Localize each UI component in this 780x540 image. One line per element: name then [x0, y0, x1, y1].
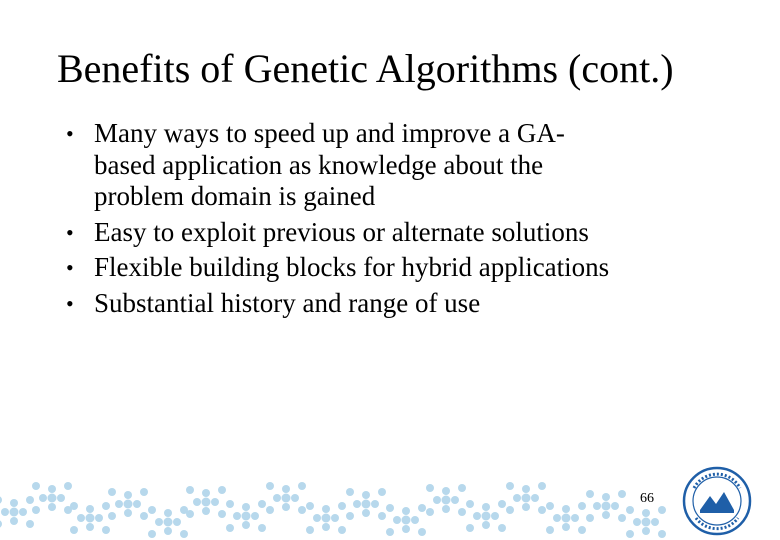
pattern-dot: [108, 512, 116, 520]
pattern-dot: [0, 496, 2, 504]
pattern-dot: [115, 500, 123, 508]
pattern-dot: [466, 524, 474, 532]
pattern-dot: [26, 520, 34, 528]
pattern-dot: [10, 499, 18, 507]
pattern-dot: [282, 485, 290, 493]
pattern-dot: [346, 512, 354, 520]
pattern-dot: [418, 504, 426, 512]
pattern-dot: [338, 502, 346, 510]
pattern-dot: [611, 502, 619, 510]
pattern-dot: [102, 526, 110, 534]
pattern-dot: [562, 523, 570, 531]
pattern-dot: [482, 521, 490, 529]
pattern-dot: [180, 530, 188, 538]
pattern-dot: [418, 528, 426, 536]
pattern-dot: [586, 490, 594, 498]
pattern-dot: [386, 528, 394, 536]
pattern-dot: [602, 493, 610, 501]
pattern-dot: [458, 484, 466, 492]
pattern-dot: [64, 482, 72, 490]
pattern-dot: [95, 514, 103, 522]
pattern-dot: [19, 508, 27, 516]
page-number: 66: [640, 491, 654, 506]
pattern-dot: [108, 488, 116, 496]
bullet-item: [60, 288, 750, 320]
bullet-text: Substantial history and range of use: [94, 287, 481, 318]
pattern-dot: [593, 502, 601, 510]
pattern-dot: [86, 523, 94, 531]
pattern-dot: [306, 526, 314, 534]
pattern-dot: [546, 502, 554, 510]
pattern-dot: [124, 509, 132, 517]
pattern-dot: [282, 503, 290, 511]
bullet-text: Flexible building blocks for hybrid applications: [94, 252, 610, 282]
pattern-dot: [626, 506, 634, 514]
pattern-dot: [164, 509, 172, 517]
pattern-dot: [362, 509, 370, 517]
pattern-dot: [242, 512, 251, 521]
bullet-item: [60, 118, 750, 213]
pattern-dot: [531, 494, 539, 502]
bullet-list: [60, 118, 750, 323]
pattern-dot: [426, 484, 434, 492]
decorative-dot-pattern: [0, 468, 680, 540]
pattern-dot: [451, 496, 459, 504]
pattern-dot: [498, 524, 506, 532]
bullet-text: Many ways to speed up and improve a GA-based application as knowledge about the problem domain is gained: [94, 118, 565, 211]
pattern-dot: [466, 500, 474, 508]
pattern-dot: [313, 514, 321, 522]
pattern-dot: [426, 508, 434, 516]
pattern-dot: [498, 500, 506, 508]
pattern-dot: [546, 526, 554, 534]
pattern-dot: [32, 506, 40, 514]
pattern-dot: [26, 496, 34, 504]
pattern-dot: [522, 503, 530, 511]
pattern-dot: [291, 494, 299, 502]
pattern-dot: [633, 518, 641, 526]
pattern-dot: [562, 505, 570, 513]
bullet-marker: •: [66, 255, 74, 280]
pattern-dot: [482, 512, 491, 521]
pattern-dot: [322, 514, 331, 523]
pattern-dot: [538, 482, 546, 490]
pattern-dot: [242, 503, 250, 511]
bullet-marker: •: [66, 290, 74, 316]
pattern-dot: [386, 504, 394, 512]
pattern-dot: [442, 487, 450, 495]
pattern-dot: [586, 514, 594, 522]
pattern-dot: [0, 520, 2, 528]
bullet-text: Easy to exploit previous or alternate solutions: [94, 216, 589, 247]
pattern-dot: [258, 524, 266, 532]
pattern-dot: [378, 488, 386, 496]
pattern-dot: [562, 514, 571, 523]
pattern-dot: [538, 506, 546, 514]
pattern-dot: [371, 500, 379, 508]
pattern-dot: [473, 512, 481, 520]
pattern-dot: [1, 508, 9, 516]
pattern-dot: [306, 502, 314, 510]
pattern-dot: [618, 514, 626, 522]
pattern-dot: [124, 491, 132, 499]
pattern-dot: [140, 488, 148, 496]
pattern-dot: [133, 500, 141, 508]
pattern-dot: [331, 514, 339, 522]
pattern-dot: [298, 482, 306, 490]
pattern-dot: [602, 511, 610, 519]
pattern-dot: [70, 502, 78, 510]
pattern-dot: [226, 500, 234, 508]
pattern-dot: [571, 514, 579, 522]
pattern-dot: [218, 486, 226, 494]
pattern-dot: [186, 486, 194, 494]
pattern-dot: [251, 512, 259, 520]
pattern-dot: [642, 509, 650, 517]
pattern-dot: [70, 526, 78, 534]
bullet-item: [60, 217, 750, 249]
pattern-dot: [266, 506, 274, 514]
bullet-item: [60, 252, 750, 284]
pattern-dot: [273, 494, 281, 502]
pattern-dot: [193, 498, 201, 506]
pattern-dot: [322, 523, 330, 531]
pattern-dot: [626, 530, 634, 538]
pattern-dot: [362, 500, 371, 509]
pattern-dot: [402, 507, 410, 515]
pattern-dot: [578, 526, 586, 534]
pattern-dot: [298, 506, 306, 514]
pattern-dot: [506, 506, 514, 514]
pattern-dot: [433, 496, 441, 504]
pattern-dot: [362, 491, 370, 499]
pattern-dot: [282, 494, 291, 503]
pattern-dot: [522, 494, 531, 503]
slide-title: Benefits of Genetic Algorithms (cont.): [57, 46, 674, 91]
pattern-dot: [39, 494, 47, 502]
pattern-dot: [522, 485, 530, 493]
college-seal-logo-icon: [682, 466, 752, 536]
pattern-dot: [491, 512, 499, 520]
bullet-marker: •: [66, 121, 74, 146]
pattern-dot: [140, 512, 148, 520]
pattern-dot: [658, 530, 666, 538]
pattern-dot: [513, 494, 521, 502]
pattern-dot: [202, 489, 210, 497]
pattern-dot: [48, 503, 56, 511]
pattern-dot: [173, 518, 181, 526]
pattern-dot: [402, 525, 410, 533]
pattern-dot: [353, 500, 361, 508]
pattern-dot: [266, 482, 274, 490]
pattern-dot: [651, 518, 659, 526]
pattern-dot: [602, 502, 611, 511]
pattern-dot: [442, 496, 451, 505]
pattern-dot: [218, 510, 226, 518]
pattern-dot: [393, 516, 401, 524]
pattern-dot: [233, 512, 241, 520]
pattern-dot: [148, 530, 156, 538]
pattern-dot: [658, 506, 666, 514]
pattern-dot: [642, 518, 651, 527]
pattern-dot: [86, 505, 94, 513]
pattern-dot: [32, 482, 40, 490]
pattern-dot: [553, 514, 561, 522]
pattern-dot: [346, 488, 354, 496]
pattern-dot: [242, 521, 250, 529]
pattern-dot: [618, 490, 626, 498]
pattern-dot: [57, 494, 65, 502]
pattern-dot: [506, 482, 514, 490]
pattern-dot: [10, 508, 19, 517]
bullet-marker: •: [66, 219, 74, 245]
pattern-dot: [442, 505, 450, 513]
pattern-dot: [102, 502, 110, 510]
pattern-dot: [402, 516, 411, 525]
pattern-dot: [148, 506, 156, 514]
pattern-dot: [482, 503, 490, 511]
pattern-dot: [202, 498, 211, 507]
pattern-dot: [10, 517, 18, 525]
pattern-dot: [411, 516, 419, 524]
pattern-dot: [642, 527, 650, 535]
pattern-dot: [458, 508, 466, 516]
pattern-dot: [164, 518, 173, 527]
pattern-dot: [578, 502, 586, 510]
pattern-dot: [378, 512, 386, 520]
pattern-dot: [211, 498, 219, 506]
pattern-dot: [322, 505, 330, 513]
pattern-dot: [124, 500, 133, 509]
pattern-dot: [202, 507, 210, 515]
pattern-dot: [77, 514, 85, 522]
pattern-dot: [226, 524, 234, 532]
pattern-dot: [86, 514, 95, 523]
pattern-dot: [48, 494, 57, 503]
pattern-dot: [258, 500, 266, 508]
pattern-dot: [164, 527, 172, 535]
pattern-dot: [186, 510, 194, 518]
pattern-dot: [338, 526, 346, 534]
pattern-dot: [48, 485, 56, 493]
pattern-dot: [155, 518, 163, 526]
